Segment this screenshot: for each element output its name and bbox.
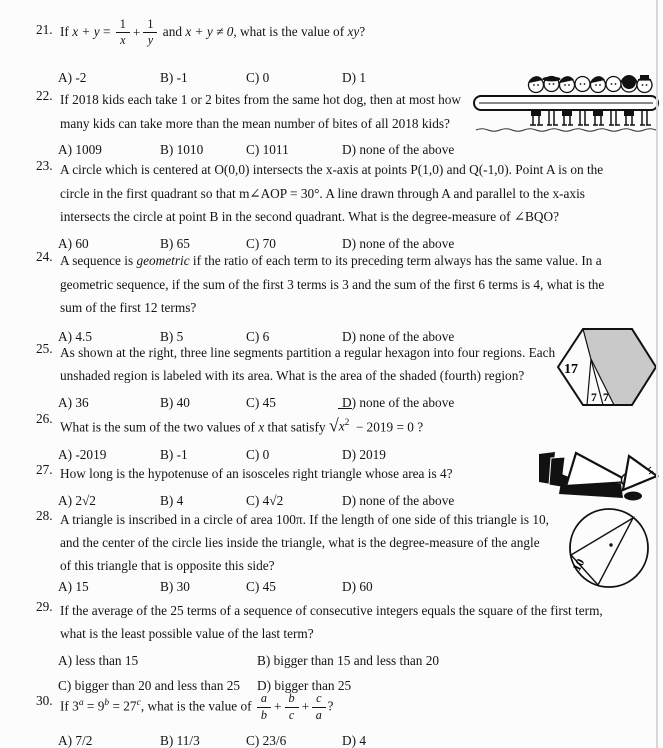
reading-person-illustration — [535, 450, 659, 504]
text-segment: = 9 — [83, 698, 105, 714]
radicand-base: x — [338, 418, 345, 434]
question-text-line: geometric sequence, if the sum of the first 3 terms is 3 and the sum of the first 6 terms is 4, what is the — [60, 276, 605, 292]
question-text-line: circle in the first quadrant so that m∠AOP = 30°. A line drawn through A and parallel to the x-axis — [60, 185, 585, 201]
fraction — [143, 18, 157, 48]
option-d: D) 2019 — [342, 447, 386, 463]
option-d: D) none of the above — [342, 235, 455, 251]
option-c: C) 1011 — [246, 142, 289, 157]
question-text-line: unshaded region is labeled with its area. What is the area of the shaded (fourth) region? — [60, 368, 525, 383]
question-text-line: of this triangle that is opposite this side? — [60, 558, 275, 573]
question-30 — [0, 682, 663, 748]
body-silhouette — [624, 492, 642, 501]
region-area-label: 17 — [564, 362, 578, 377]
option-a: A) 1009 — [58, 142, 102, 157]
question-text-line: If 2018 kids each take 1 or 2 bites from the same hot dog, then at most how — [60, 92, 462, 107]
math-expression: x + y — [72, 24, 100, 39]
hotdog-kids-cartoon-illustration — [472, 72, 660, 134]
option-b: B) -1 — [160, 447, 188, 463]
options-row — [58, 732, 663, 748]
exponent: b — [104, 698, 110, 708]
question-text-line: If the average of the 25 terms of a sequence of consecutive integers equals the square of the first term, — [60, 603, 603, 618]
option-c: C) 45 — [246, 395, 276, 410]
option-b: B) 11/3 — [160, 733, 200, 748]
question-text — [60, 8, 663, 57]
question-text-line: How long is the hypotenuse of an isosceles right triangle whose area is 4? — [60, 466, 453, 481]
question-number: 24. — [36, 249, 53, 264]
option-b: B) 5 — [160, 328, 184, 344]
option-d: D) 60 — [342, 579, 373, 594]
text-segment: What is the sum of the two values of — [60, 419, 259, 435]
question-number: 27. — [36, 462, 53, 477]
question-text — [60, 682, 663, 728]
text-segment: = — [99, 24, 114, 39]
option-d: D) 4 — [342, 733, 367, 748]
region-area-label: 7 — [591, 392, 597, 404]
fraction-denominator: b — [260, 707, 268, 722]
question-number: 26. — [36, 411, 53, 426]
math-expression: xy — [347, 24, 360, 39]
question-text-line: sum of the first 12 terms? — [60, 300, 197, 315]
option-b: B) 40 — [160, 395, 190, 410]
option-c: C) 70 — [246, 235, 276, 251]
question-text-line: what is the least possible value of the last term? — [60, 626, 314, 641]
triangle-book — [566, 453, 630, 486]
fraction-denominator: a — [315, 707, 322, 722]
option-b: B) -1 — [160, 69, 188, 85]
fraction — [312, 692, 325, 722]
exponent: a — [78, 698, 84, 708]
text-segment: if the ratio of each term to its preceding term always has the same value. In a — [189, 253, 602, 268]
option-c: C) 4√2 — [246, 492, 284, 508]
option-c: C) bigger than 20 and less than 25 — [58, 678, 241, 693]
plus-sign: + — [274, 699, 282, 715]
option-a: A) 60 — [58, 235, 89, 251]
option-a: A) less than 15 — [58, 653, 139, 668]
option-b: B) bigger than 15 and less than 20 — [257, 653, 440, 668]
question-number: 23. — [36, 158, 53, 173]
option-b: B) 1010 — [160, 142, 204, 157]
question-text-line: intersects the circle at point B in the second quadrant. What is the degree-measure of ∠BQO? — [60, 209, 560, 224]
question-text-line: and the center of the circle lies inside the triangle, what is the degree-measure of the angle — [60, 535, 540, 550]
question-23 — [0, 158, 663, 252]
text-segment: that satisfy — [264, 419, 329, 435]
math-expression: x + y ≠ 0 — [185, 24, 234, 39]
question-text-line: As shown at the right, three line segments partition a regular hexagon into four regions. Each — [60, 345, 556, 360]
question-number: 28. — [36, 508, 53, 523]
question-text — [60, 408, 663, 441]
fraction-numerator: c — [312, 692, 325, 708]
option-d: D) none of the above — [342, 142, 455, 157]
question-number: 25. — [36, 341, 53, 356]
option-c: C) 23/6 — [246, 733, 287, 748]
option-c: C) 6 — [246, 328, 270, 344]
radicand-exponent: 2 — [344, 418, 350, 428]
circle-center-dot — [609, 543, 612, 546]
options-row — [58, 648, 663, 673]
fraction — [285, 692, 299, 722]
option-d: D) none of the above — [342, 395, 455, 410]
option-a: A) 15 — [58, 579, 89, 594]
text-segment: , what is the value of — [233, 24, 348, 39]
radicand — [338, 408, 353, 440]
question-text-line: many kids can take more than the mean number of bites of all 2018 kids? — [60, 115, 450, 131]
fraction-denominator: x — [120, 33, 126, 48]
question-text-line: A triangle is inscribed in a circle of area 100π. If the length of one side of this triangle is 10, — [60, 512, 549, 527]
fraction-numerator: 1 — [143, 18, 157, 34]
option-a: A) 2√2 — [58, 492, 96, 508]
question-number: 21. — [36, 22, 53, 37]
inscribed-triangle-circle-figure — [558, 506, 660, 590]
region-area-label: 7 — [603, 392, 609, 404]
text-segment: If — [60, 24, 73, 39]
option-b: B) 4 — [160, 492, 184, 508]
text-segment: , what is the value of — [140, 698, 255, 714]
fraction-numerator: b — [285, 692, 299, 708]
option-d: D) none of the above — [342, 328, 455, 344]
options-row — [58, 141, 663, 158]
emphasized-term: geometric — [136, 253, 190, 268]
text-segment: = 27 — [109, 698, 137, 714]
question-text-line: A circle which is centered at O(0,0) intersects the x-axis at points P(1,0) and Q(-1,0). Point A is on the — [60, 162, 604, 177]
text-segment: A sequence is — [60, 253, 137, 268]
fraction-numerator: 1 — [116, 18, 130, 34]
scan-page-edge — [656, 0, 658, 748]
question-text-line — [60, 249, 663, 273]
option-c: C) 0 — [246, 69, 270, 85]
hexagon-figure — [556, 326, 658, 408]
fraction — [257, 692, 271, 722]
triangle-book — [623, 456, 657, 490]
option-c: C) 0 — [246, 447, 270, 463]
fraction-numerator: a — [257, 692, 271, 708]
option-d: D) none of the above — [342, 492, 455, 508]
text-segment: − 2019 = 0 ? — [352, 419, 424, 435]
plus-sign: + — [301, 699, 310, 715]
option-a: A) -2019 — [58, 447, 107, 463]
option-a: A) 36 — [58, 395, 89, 410]
plus-sign: + — [132, 24, 141, 40]
exponent: c — [136, 698, 141, 708]
question-number: 29. — [36, 599, 53, 614]
text-segment: and — [159, 24, 186, 39]
option-c: C) 45 — [246, 579, 276, 594]
fraction — [116, 18, 130, 48]
question-number: 22. — [36, 88, 53, 103]
ground-line — [476, 129, 656, 132]
side-length-label: 10 — [569, 556, 588, 574]
option-b: B) 65 — [160, 235, 190, 251]
option-a: A) -2 — [58, 69, 87, 85]
option-d: D) 1 — [342, 69, 367, 85]
option-a: A) 7/2 — [58, 733, 93, 748]
text-segment: ? — [359, 24, 366, 39]
math-expression: x — [258, 419, 265, 435]
question-number: 30. — [36, 693, 53, 708]
option-d: D) bigger than 25 — [257, 678, 352, 693]
fraction-denominator: c — [288, 707, 295, 722]
option-b: B) 30 — [160, 579, 190, 594]
text-segment: If 3 — [60, 698, 79, 714]
radical-sign: √ — [328, 415, 339, 436]
option-a: A) 4.5 — [58, 328, 92, 344]
text-segment: ? — [327, 698, 334, 714]
fraction-denominator: y — [147, 33, 154, 48]
